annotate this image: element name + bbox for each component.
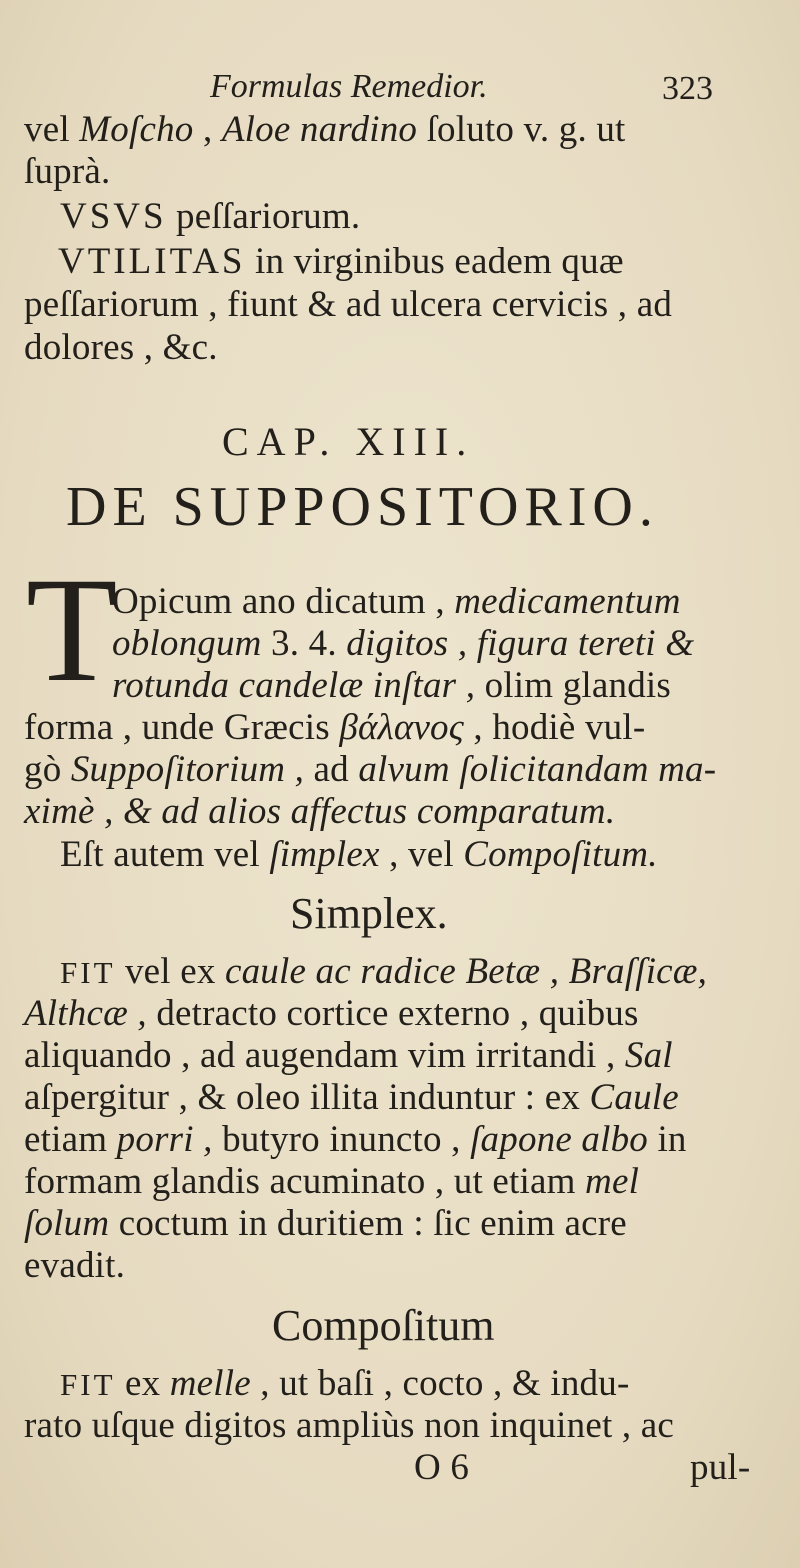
utilitas-line: VTILITAS in virginibus eadem quæ — [58, 241, 624, 282]
chapter-title: DE SUPPOSITORIO. — [66, 476, 659, 538]
usus-line: VSVS peſſariorum. — [60, 196, 361, 237]
text-line: Althcæ , detracto cortice externo , quibus — [24, 993, 639, 1034]
chapter-label: CAP. XIII. — [222, 419, 475, 464]
text-line: aſpergitur , & oleo illita induntur : ex Caule — [24, 1077, 679, 1118]
text-line: formam glandis acuminato , ut etiam mel — [24, 1161, 640, 1202]
text-line: evadit. — [24, 1245, 126, 1286]
text-line: FIT ex melle , ut baſi , cocto , & indu- — [60, 1363, 630, 1404]
text-line: gò Suppoſitorium , ad alvum ſolicitandam ma- — [24, 749, 717, 790]
signature-mark: O 6 — [414, 1447, 470, 1488]
section-heading-simplex: Simplex. — [290, 889, 448, 938]
text-line: ſuprà. — [24, 151, 111, 192]
running-title: Formulas Remedior. — [210, 68, 488, 105]
section-heading-compositum: Compoſitum — [272, 1301, 495, 1350]
text-line: ſolum coctum in duritiem : ſic enim acre — [24, 1203, 627, 1244]
text-line: vel Moſcho , Aloe nardino ſoluto v. g. ut — [24, 109, 626, 150]
text-line: forma , unde Græcis βάλανος , hodiè vul- — [24, 707, 646, 748]
text-line: aliquando , ad augendam vim irritandi , Sal — [24, 1035, 673, 1076]
text-line: rato uſque digitos ampliùs non inquinet , ac — [24, 1405, 675, 1446]
text-line: rotunda candelæ inſtar , olim glandis — [112, 665, 671, 706]
drop-cap: T — [26, 547, 118, 713]
text-line: dolores , &c. — [24, 327, 218, 368]
text-line: etiam porri , butyro inuncto , ſapone albo in — [24, 1119, 687, 1160]
text-line: FIT vel ex caule ac radice Betæ , Braſſicæ, — [60, 951, 708, 992]
text-line: oblongum 3. 4. digitos , figura tereti & — [112, 623, 695, 664]
text-line: Eſt autem vel ſimplex , vel Compoſitum. — [60, 834, 658, 875]
page-number: 323 — [662, 70, 713, 107]
text-line: ximè , & ad alios affectus comparatum. — [24, 791, 616, 832]
text-line: peſſariorum , fiunt & ad ulcera cervicis , ad — [24, 284, 673, 325]
catchword: pul- — [690, 1447, 751, 1488]
text-line: Opicum ano dicatum , medicamentum — [112, 581, 681, 622]
